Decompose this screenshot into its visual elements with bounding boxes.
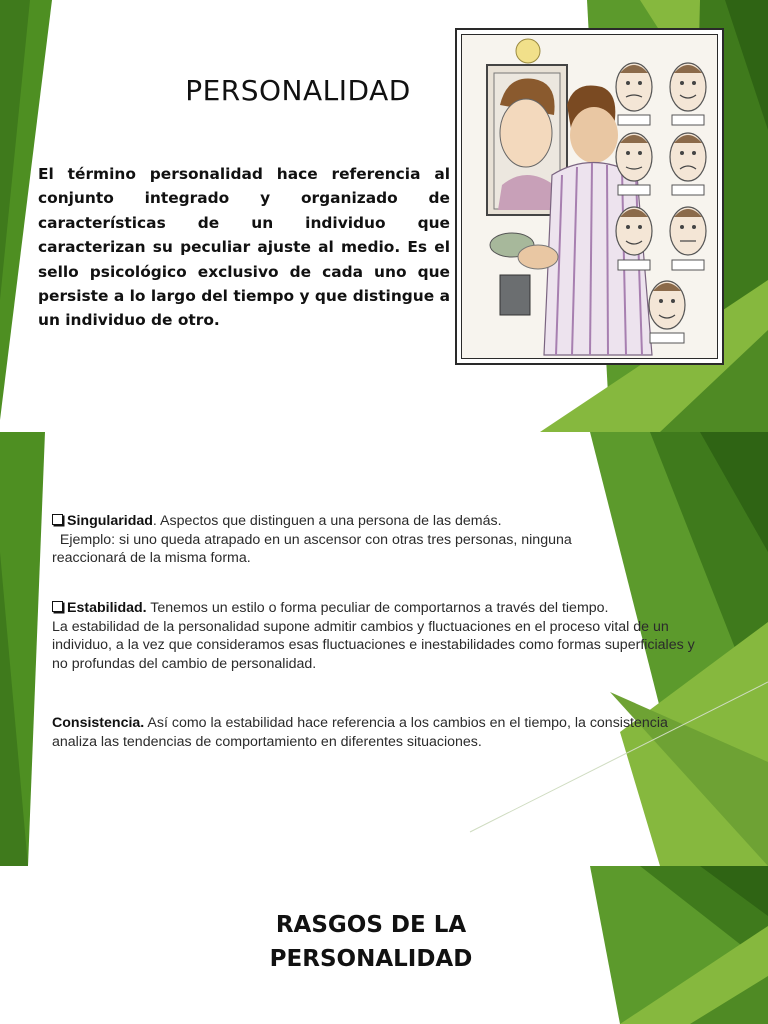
slide-personalidad: [0, 0, 768, 432]
trait-label: Singularidad: [67, 513, 153, 529]
slide-rasgos: [0, 866, 768, 1024]
checkbox-bullet-icon: [52, 514, 63, 525]
mirror-faces-illustration: [462, 35, 718, 359]
trait-estabilidad: [52, 599, 712, 673]
definition-paragraph: El término personalidad hace referencia al conjunto integrado y organizado de características de un individuo que caracterizan su peculiar ajuste al medio. Es el sello psicológico exclusivo de cada uno que persiste a lo largo del tiempo y que distingue a un individuo de otro.: [38, 165, 450, 330]
trait-label: Estabilidad.: [67, 600, 147, 616]
page-title: PERSONALIDAD: [185, 74, 411, 107]
section-title-line2: PERSONALIDAD: [269, 946, 473, 972]
trait-text: Así como la estabilidad hace referencia a los cambios en el tiempo, la consistencia analiza las tendencias de comportamiento en diferentes situaciones.: [52, 715, 668, 750]
checkbox-bullet-icon: [52, 601, 63, 612]
trait-consistencia: [52, 714, 672, 751]
trait-label: Consistencia.: [52, 715, 145, 731]
trait-example: Ejemplo: si uno queda atrapado en un ascensor con otras tres personas, ninguna reaccionará de la misma forma.: [52, 531, 572, 567]
section-title-line1: RASGOS DE LA: [275, 912, 467, 938]
personality-cartoon-image: [455, 28, 724, 365]
trait-detail: La estabilidad de la personalidad supone admitir cambios y fluctuaciones en el proceso vital de un individuo, a la vez que consideramos esas fluctuaciones e inestabilidades como formas superficiales y no profundas del cambio de personalidad.: [52, 618, 695, 672]
section-title: [226, 908, 516, 976]
trait-text: . Aspectos que distinguen a una persona de las demás.: [152, 513, 502, 529]
trait-singularidad: [52, 512, 612, 568]
slide-caracteristicas: [0, 432, 768, 866]
trait-text: Tenemos un estilo o forma peculiar de comportarnos a través del tiempo.: [146, 600, 609, 616]
